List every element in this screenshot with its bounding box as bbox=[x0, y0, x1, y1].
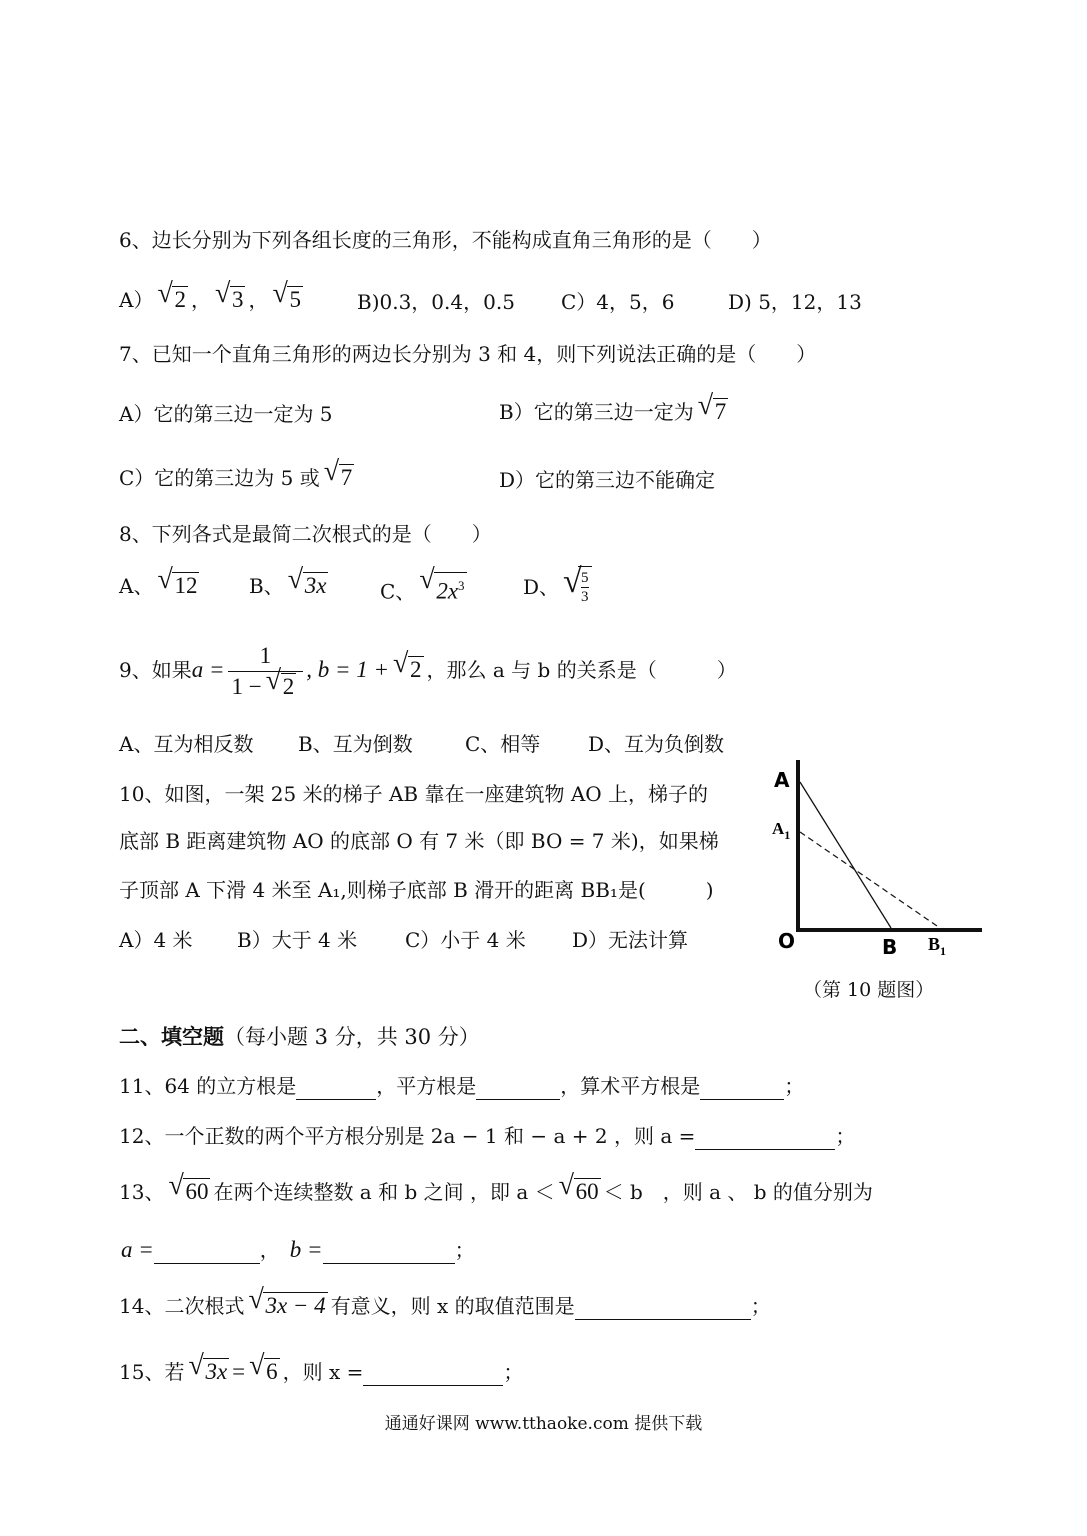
q6-option-a: A） √ 2 ， √ 3 ， √ 5 bbox=[119, 278, 301, 312]
q11-blank-1[interactable] bbox=[296, 1077, 376, 1100]
label-b1: $B_1$ bbox=[928, 934, 947, 958]
q10-option-b: B）大于 4 米 bbox=[237, 928, 358, 952]
ladder-figure bbox=[760, 760, 990, 970]
q13: 13、 √ 60 在两个连续整数 a 和 b 之间 ，即 a ＜ √ 60 ＜ b ，则 a 、 b 的值分别为 bbox=[119, 1170, 873, 1204]
q9-option-c: C、相等 bbox=[465, 732, 541, 756]
q8-option-b: B、 √ 3x bbox=[249, 564, 327, 598]
q15-blank[interactable] bbox=[363, 1363, 503, 1386]
label-a: A bbox=[774, 768, 790, 792]
q15: 15、若 √ 3x = √ 6 ，则 x = ； bbox=[119, 1350, 524, 1384]
q13-answers: a = ， b = ； bbox=[121, 1237, 475, 1262]
q12: 12、一个正数的两个平方根分别是 2a − 1 和 − a + 2 ，则 a = ； bbox=[119, 1124, 856, 1148]
ladder-ab bbox=[800, 782, 891, 928]
q10-line-3: 子顶部 A 下滑 4 米至 A₁,则梯子底部 B 滑开的距离 BB₁是( ) bbox=[119, 878, 714, 902]
q13-blank-a[interactable] bbox=[154, 1241, 260, 1264]
label-o: O bbox=[778, 929, 796, 953]
q14-blank[interactable] bbox=[575, 1297, 751, 1320]
q9-option-a: A、互为相反数 bbox=[119, 732, 254, 756]
q10-line-1: 10、如图，一架 25 米的梯子 AB 靠在一座建筑物 AO 上，梯子的 bbox=[119, 782, 709, 806]
q10-option-a: A）4 米 bbox=[119, 928, 193, 952]
q14: 14、二次根式 √ 3x − 4 有意义，则 x 的取值范围是 ； bbox=[119, 1284, 771, 1318]
label-b: B bbox=[882, 935, 898, 959]
page-footer: 通通好课网 www.tthaoke.com 提供下载 bbox=[384, 1414, 703, 1434]
q9-stem: 9、如果a = 1 1 − √ 2 , b = 1 + √ 2 ，那么 a 与 b 的关系是（ ） bbox=[119, 643, 737, 699]
q7-option-c: C）它的第三边为 5 或 √ 7 bbox=[119, 456, 353, 490]
q6-option-d: D) 5，12，13 bbox=[728, 290, 862, 314]
q8-option-c: C、 √ $2x^3$ bbox=[380, 564, 465, 604]
q9-option-b: B、互为倒数 bbox=[298, 732, 413, 756]
ladder-a1b1 bbox=[800, 832, 940, 928]
q7-stem: 7、已知一个直角三角形的两边长分别为 3 和 4，则下列说法正确的是（ ） bbox=[119, 342, 817, 366]
q7-option-a: A）它的第三边一定为 5 bbox=[119, 402, 333, 426]
q11-blank-3[interactable] bbox=[700, 1077, 784, 1100]
q13-blank-b[interactable] bbox=[323, 1241, 455, 1264]
q10-line-2: 底部 B 距离建筑物 AO 的底部 O 有 7 米（即 BO = 7 米)，如果梯 bbox=[119, 829, 719, 853]
q9-option-d: D、互为负倒数 bbox=[588, 732, 725, 756]
q8-option-d: D、 √ $\frac{5}{3}$ bbox=[523, 566, 595, 608]
q6-option-c: C）4，5，6 bbox=[561, 290, 675, 314]
q10-option-d: D）无法计算 bbox=[572, 928, 689, 952]
q7-option-d: D）它的第三边不能确定 bbox=[499, 468, 716, 492]
q12-blank[interactable] bbox=[695, 1127, 835, 1150]
q8-stem: 8、下列各式是最简二次根式的是（ ） bbox=[119, 522, 492, 546]
q11-blank-2[interactable] bbox=[476, 1077, 560, 1100]
label-a1: $A_1$ bbox=[772, 819, 791, 842]
q6-option-b: B)0.3，0.4，0.5 bbox=[357, 290, 515, 314]
section-2-heading: 二、填空题（每小题 3 分，共 30 分） bbox=[119, 1025, 480, 1049]
q8-option-a: A、 √ 12 bbox=[119, 564, 198, 598]
figure-caption: （第 10 题图） bbox=[803, 979, 935, 1001]
q10-option-c: C）小于 4 米 bbox=[405, 928, 526, 952]
q7-option-b: B）它的第三边一定为 √ 7 bbox=[499, 390, 727, 424]
q11: 11、64 的立方根是 ，平方根是 ，算术平方根是 ； bbox=[119, 1074, 805, 1098]
q6-stem: 6、边长分别为下列各组长度的三角形，不能构成直角三角形的是（ ） bbox=[119, 228, 772, 252]
